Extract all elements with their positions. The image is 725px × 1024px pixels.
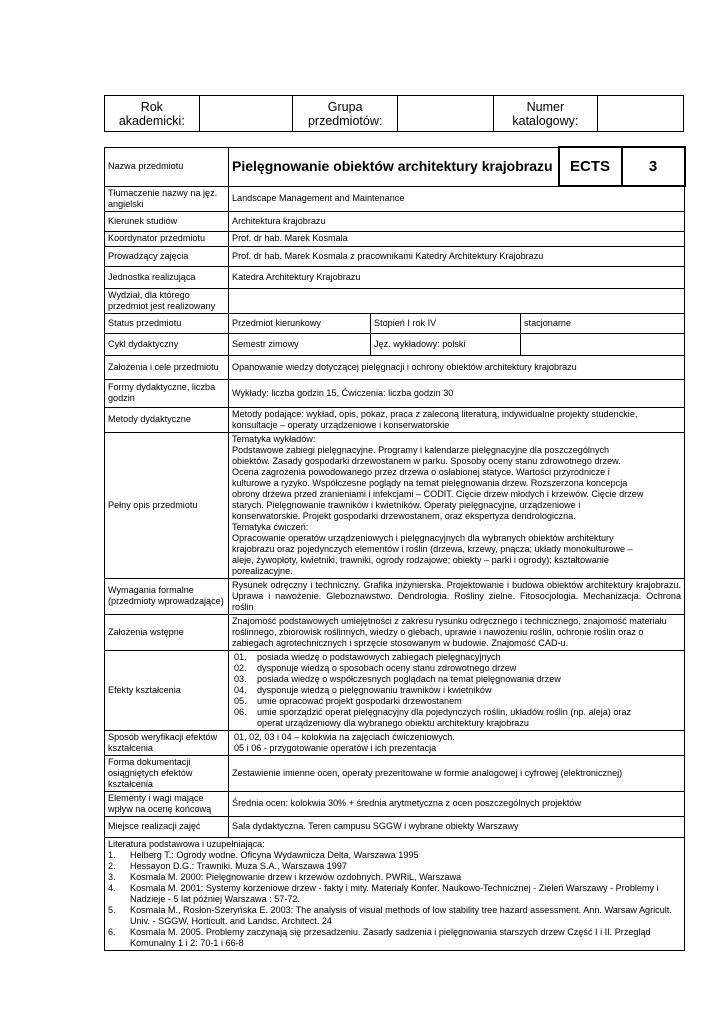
efekt-number: 01. [234, 651, 247, 662]
ects-value: 3 [622, 147, 685, 186]
efekt-item [232, 707, 681, 718]
zalozenia-value: Opanowanie wiedzy dotyczącej pielęgnacji i ochrony obiektów architektury krajobrazu [229, 355, 685, 379]
grupa-value [397, 96, 493, 132]
jednostka-value: Katedra Architektury Krajobrazu [229, 266, 685, 288]
literature-item [108, 861, 681, 872]
literature-item [108, 883, 681, 905]
literature-text: Hessayon D.G.: Trawniki. Muza S.A., Warszawa 1997 [130, 860, 347, 871]
efekty-list [232, 652, 681, 729]
efekt-text: umie sporządzić operat pielęgnacyjny dla pojedynczych roślin, układów roślin (np. aleja) oraz [257, 706, 632, 717]
weryfikacja-label: Sposób weryfikacji efektów kształcenia [105, 730, 229, 755]
literature-heading: Literatura podstawowa i uzupełniająca: [108, 838, 265, 849]
opis-line: konserwatorskie. Projekt gospodarki drzewostanem, oraz ekspertyza dendrologiczna. [232, 510, 576, 521]
course-table [104, 146, 686, 951]
efekt-text: dysponuje wiedzą o sposobach oceny stanu zdrowotnego drzew [257, 662, 517, 673]
literature-number: 3. [108, 871, 116, 882]
literature-item [108, 872, 681, 883]
tryb-value: stacjonarne [521, 313, 685, 333]
wymagania-label: Wymagania formalne (przedmioty wprowadzające) [105, 578, 229, 614]
literature-item [108, 905, 681, 927]
metody-label: Metody dydaktyczne [105, 407, 229, 432]
literature-text: Kosmala M., Rosłon-Szeryńska E. 2003: The analysis of visual methods of low stability tree hazard assessment. Ann. Warsaw Agricult. Univ. - SGGW, Horticult. and Landsc. Architect. 24 [130, 904, 672, 926]
numer-label: Numer katalogowy: [493, 96, 598, 132]
weryfikacja-line: 01, 02, 03 i 04 – kolokwia na zajęciach ćwiczeniowych. [234, 731, 455, 742]
translation-label: Tłumaczenie nazwy na jęz. angielski [105, 186, 229, 211]
kierunek-label: Kierunek studiów [105, 211, 229, 231]
zalozenia-label: Założenia i cele przedmiotu [105, 355, 229, 379]
formy-value: Wykłady: liczba godzin 15, Ćwiczenia: liczba godzin 30 [229, 379, 685, 407]
opis-line: aleje, żywopłoty, kwietniki, trawniki, ogrody rodzajowe; obiekty – parki i ogrody); kształtowanie [232, 554, 609, 565]
literature-text: Helberg T.: Ogrody wodne. Oficyna Wydawnicza Delta, Warszawa 1995 [130, 849, 419, 860]
wstepne-label: Założenia wstępne [105, 614, 229, 650]
opis-line: obrony drzewa przed zranieniami i infekcjami – CODIT. Cięcie drzew młodych i krzewów. Cięcie drzew [232, 488, 644, 499]
efekty-label: Efekty kształcenia [105, 650, 229, 730]
efekt-number: 06. [234, 706, 247, 717]
efekt-text: umie opracować projekt gospodarki drzewostanem [257, 695, 462, 706]
status-label: Status przedmiotu [105, 313, 229, 333]
efekt-number: 03. [234, 673, 247, 684]
literature-list [108, 850, 681, 949]
kierunek-value: Architektura krajobrazu [229, 211, 685, 231]
opis-line: Tematyka ćwiczeń: [232, 521, 309, 532]
efekt-text: posiada wiedzę o podstawowych zabiegach pielęgnacyjnych [257, 651, 501, 662]
course-name: Pielęgnowanie obiektów architektury krajobrazu [229, 147, 559, 186]
opis-line: Tematyka wykładów: [232, 433, 316, 444]
efekt-item [232, 663, 681, 674]
cykl-value: Semestr zimowy [229, 333, 371, 355]
opis-line: Opracowanie operatów urządzeniowych i pielęgnacyjnych dla wybranych obiektów architektury [232, 532, 614, 543]
literature-text: Kosmala M. 2001: Systemy korzeniowe drzew - fakty i mity. Materiały Konfer. Naukowo-Technicznej - Zieleń Warszawy - Problemy i Nadzieje - 5 lat później Warszawa : 57-72. [130, 882, 659, 904]
efekty-value [229, 650, 685, 730]
dokumentacja-label: Forma dokumentacji osiągniętych efektów kształcenia [105, 755, 229, 791]
rok-label: Rok akademicki: [105, 96, 200, 132]
weryfikacja-line: 05 i 06 - przygotowanie operatów i ich prezentacja [234, 742, 437, 753]
rok-value [199, 96, 293, 132]
wstepne-value: Znajomość podstawowych umiejętności z zakresu rysunku odręcznego i technicznego, znajomość materiału roślinnego, zbiorowisk roślinnych, wiedzy o glebach, uprawie i nawożeniu roślin, ochronie roślin oraz o zabiegach agrotechnicznych i sprzęcie stosowanym w budowie. Znajomość CAD-u. [229, 614, 685, 650]
efekt-item [232, 674, 681, 685]
literature-number: 5. [108, 904, 116, 915]
course-name-label: Nazwa przedmiotu [105, 147, 229, 186]
wagi-label: Elementy i wagi mające wpływ na ocenę końcową [105, 791, 229, 816]
translation-value: Landscape Management and Maintenance [229, 186, 685, 211]
opis-line: Ocena zagrożenia powodowanego przez drzewa o osłabionej statyce. Wartości przyrodnicze i [232, 466, 610, 477]
wagi-value: Średnia ocen: kolokwia 30% + średnia arytmetyczna z ocen poszczególnych projektów [229, 791, 685, 816]
numer-value [598, 96, 684, 132]
efekt-item [232, 652, 681, 663]
literature-number: 2. [108, 860, 116, 871]
jezyk-value: Jęz. wykładowy: polski [371, 333, 521, 355]
efekt-number: 04. [234, 684, 247, 695]
prowadzacy-label: Prowadzący zajęcia [105, 246, 229, 266]
koordynator-label: Koordynator przedmiotu [105, 231, 229, 246]
miejsce-value: Sala dydaktyczna. Teren campusu SGGW i wybrane obiekty Warszawy [229, 816, 685, 837]
efekt-continuation: operat urządzeniowy dla wybranego obiektu architektury krajobrazu [257, 717, 529, 728]
wymagania-value: Rysunek odręczny i techniczny. Grafika inżynierska. Projektowanie i budowa obiektów architektury krajobrazu. Uprawa i nawożenie. Gleboznawstwo. Dendrologia. Rośliny zielne. Fitosocjologia. Mechanizacja. Ochrona roślin [229, 578, 685, 614]
dokumentacja-value: Zestawienie imienne ocen, operaty prezentowane w formie analogowej i cyfrowej (elektronicznej) [229, 755, 685, 791]
literature-cell [105, 837, 685, 950]
prowadzacy-value: Prof. dr hab. Marek Kosmala z pracownikami Katedry Architektury Krajobrazu [229, 246, 685, 266]
efekt-text: posiada wiedzę o współczesnych poglądach na temat pielęgnowania drzew [257, 673, 561, 684]
opis-line: porealizacyjne. [232, 565, 293, 576]
opis-line: kulturowe a ryzyko. Współczesne poglądy na temat pielęgnowania drzew. Rozszerzona koncepcja [232, 477, 628, 488]
wydzial-value [229, 288, 685, 313]
cykl-empty [521, 333, 685, 355]
header-table [104, 95, 684, 132]
stopien-value: Stopień I rok IV [371, 313, 521, 333]
opis-line: obiektów. Zasady gospodarki drzewostanem w parku. Sposoby oceny stanu zdrowotnego drzew. [232, 455, 621, 466]
miejsce-label: Miejsce realizacji zajęć [105, 816, 229, 837]
efekt-item [232, 696, 681, 707]
opis-line: krajobrazu oraz pojedynczych elementów i roślin (drzewa, krzewy, pnącza; układy monokulturowe – [232, 543, 633, 554]
grupa-label: Grupa przedmiotów: [293, 96, 398, 132]
literature-text: Kosmala M. 2005. Problemy zaczynają się przesadzeniu. Zasady sadzenia i pielęgnowania starszych drzew Część I i II. Przegląd Komunalny 1 i 2: 70-1 i 66-8 [130, 926, 651, 948]
literature-item [108, 927, 681, 949]
literature-number: 1. [108, 849, 116, 860]
ects-label: ECTS [559, 147, 622, 186]
opis-value [229, 432, 685, 578]
literature-text: Kosmala M. 2000: Pielęgnowanie drzew i krzewów ozdobnych. PWRiL, Warszawa [130, 871, 462, 882]
wydzial-label: Wydział, dla którego przedmiot jest realizowany [105, 288, 229, 313]
literature-number: 4. [108, 882, 116, 893]
formy-label: Formy dydaktyczne, liczba godzin [105, 379, 229, 407]
opis-line: Podstawowe zabiegi pielęgnacyjne. Programy i kalendarze pielęgnacyjne dla poszczególnych [232, 444, 610, 455]
efekt-number: 02. [234, 662, 247, 673]
efekt-text: dysponuje wiedzą o pielęgnowaniu trawników i kwietników [257, 684, 492, 695]
cykl-label: Cykl dydaktyczny [105, 333, 229, 355]
status-value: Przedmiot kierunkowy [229, 313, 371, 333]
jednostka-label: Jednostka realizująca [105, 266, 229, 288]
opis-label: Pełny opis przedmiotu [105, 432, 229, 578]
opis-line: starych. Pielęgnowanie trawników i kwietników. Operaty pielęgnacyjne, urządzeniowe i [232, 499, 581, 510]
koordynator-value: Prof. dr hab. Marek Kosmala [229, 231, 685, 246]
efekt-number: 05. [234, 695, 247, 706]
literature-number: 6. [108, 926, 116, 937]
efekt-item [232, 685, 681, 696]
weryfikacja-value [229, 730, 685, 755]
metody-value: Metody podające: wykład, opis, pokaz, praca z zaleconą literaturą, indywidualne projekty studenckie, konsultacje – operaty urządzeniowe i konserwatorskie [229, 407, 685, 432]
literature-item [108, 850, 681, 861]
